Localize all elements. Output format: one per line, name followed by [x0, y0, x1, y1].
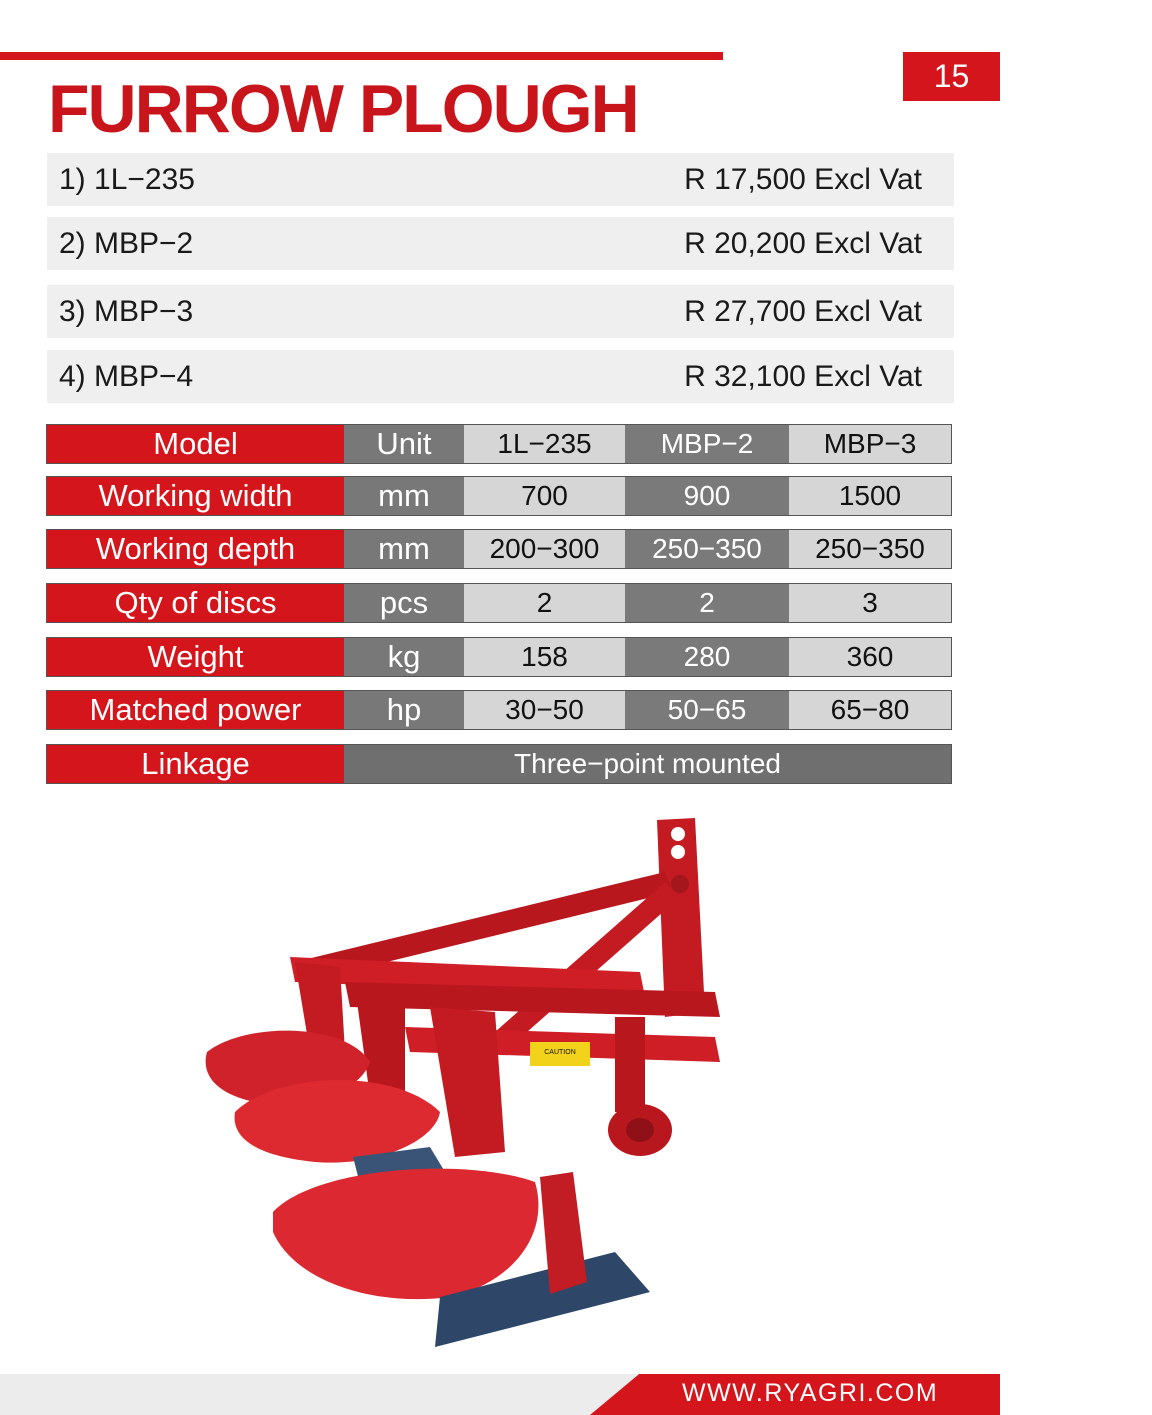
spec-col-a: 2: [464, 584, 625, 622]
price-value: R 20,200 Excl Vat: [684, 227, 922, 260]
spec-col-b: MBP−2: [625, 425, 789, 463]
spec-col-a: 158: [464, 638, 625, 676]
spec-label: Working width: [47, 477, 344, 515]
top-rule: [0, 52, 723, 60]
page-title: FURROW PLOUGH: [48, 71, 638, 147]
price-model: 4) MBP−4: [59, 360, 194, 393]
spec-header-row: [46, 424, 952, 464]
spec-row: [46, 476, 952, 516]
price-value: R 17,500 Excl Vat: [684, 163, 922, 196]
spec-linkage-row: [46, 744, 952, 784]
price-row: [47, 153, 954, 206]
spec-row: [46, 690, 952, 730]
spec-col-c: 250−350: [789, 530, 951, 568]
spec-row: [46, 637, 952, 677]
price-model: 2) MBP−2: [59, 227, 194, 260]
price-row: [47, 217, 954, 270]
spec-unit: Unit: [344, 425, 464, 463]
spec-linkage-value: Three−point mounted: [344, 745, 951, 783]
spec-label: Working depth: [47, 530, 344, 568]
spec-col-a: 1L−235: [464, 425, 625, 463]
spec-col-b: 900: [625, 477, 789, 515]
spec-label: Weight: [47, 638, 344, 676]
price-value: R 27,700 Excl Vat: [684, 295, 922, 328]
caution-text: CAUTION: [544, 1049, 576, 1056]
spec-col-b: 50−65: [625, 691, 789, 729]
price-value: R 32,100 Excl Vat: [684, 360, 922, 393]
price-model: 1) 1L−235: [59, 163, 195, 196]
spec-unit: mm: [344, 477, 464, 515]
footer-url[interactable]: WWW.RYAGRI.COM: [682, 1379, 939, 1407]
spec-col-a: 200−300: [464, 530, 625, 568]
spec-col-c: MBP−3: [789, 425, 951, 463]
footer-band: [0, 1374, 640, 1415]
spec-col-b: 250−350: [625, 530, 789, 568]
plough-image: [195, 812, 735, 1352]
spec-label: Linkage: [47, 745, 344, 783]
spec-col-c: 1500: [789, 477, 951, 515]
spec-col-c: 65−80: [789, 691, 951, 729]
spec-label: Model: [47, 425, 344, 463]
spec-label: Qty of discs: [47, 584, 344, 622]
spec-label: Matched power: [47, 691, 344, 729]
spec-col-b: 2: [625, 584, 789, 622]
price-model: 3) MBP−3: [59, 295, 194, 328]
spec-row: [46, 583, 952, 623]
spec-col-a: 700: [464, 477, 625, 515]
spec-col-a: 30−50: [464, 691, 625, 729]
spec-row: [46, 529, 952, 569]
page-number: 15: [903, 52, 1000, 101]
price-row: [47, 350, 954, 403]
spec-unit: kg: [344, 638, 464, 676]
price-row: [47, 285, 954, 338]
spec-unit: mm: [344, 530, 464, 568]
spec-unit: hp: [344, 691, 464, 729]
spec-unit: pcs: [344, 584, 464, 622]
spec-col-c: 360: [789, 638, 951, 676]
spec-col-b: 280: [625, 638, 789, 676]
spec-col-c: 3: [789, 584, 951, 622]
